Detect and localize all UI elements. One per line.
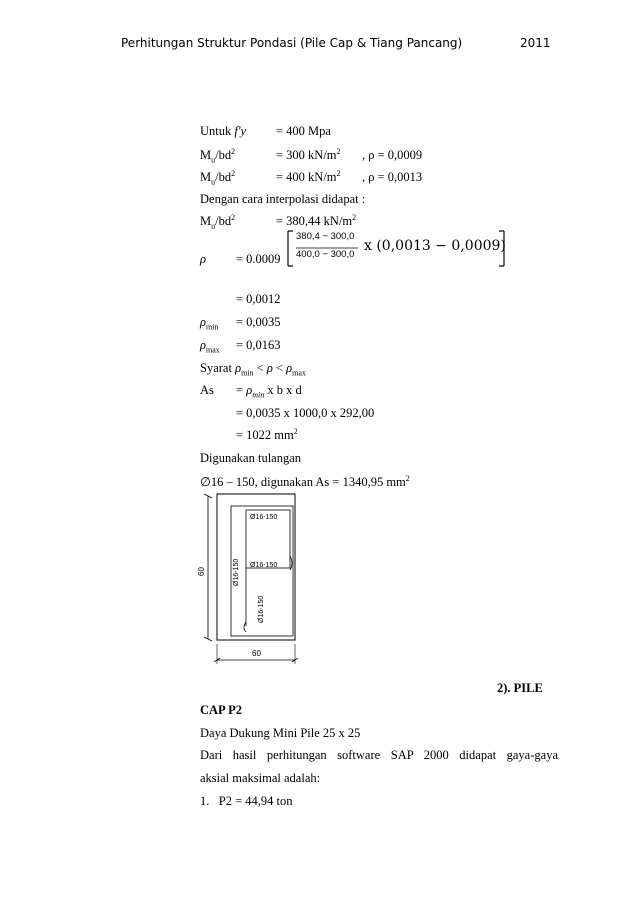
list-item-p2: 1. P2 = 44,94 ton	[200, 794, 293, 808]
mu-label-1: $M_u/bd^2$	[200, 146, 236, 165]
fy-value: = 400 Mpa	[276, 124, 331, 138]
mu3-value: = 380,44 $kN/m^2$	[276, 212, 357, 228]
rho-min-label: $\rho_{min}$	[200, 315, 219, 332]
width-dim-label: 60	[252, 649, 261, 658]
page-header-title: Perhitungan Struktur Pondasi (Pile Cap & Tiang Pancang)	[121, 36, 463, 50]
axial-text: aksial maksimal adalah:	[200, 771, 321, 785]
rho-symbol: ρ	[200, 252, 206, 266]
fraction-denominator: 400,0 − 300,0	[296, 249, 355, 260]
fy-label: Untuk f'y	[200, 124, 247, 138]
rho-eq: = 0.0009	[236, 252, 281, 266]
section-heading-tail: 2). PILE	[497, 681, 543, 695]
syarat-line: Syarat $\rho_{min} < \rho < \rho_{max}$	[200, 361, 306, 378]
rho2-value: , ρ = 0,0013	[362, 170, 423, 184]
as-label: As	[200, 383, 214, 397]
section-heading-head: CAP P2	[200, 703, 243, 717]
rho-result: = 0,0012	[236, 292, 281, 306]
rebar-label-mid: Ø16-150	[250, 562, 278, 569]
rho-min-value: = 0,0035	[236, 315, 281, 329]
fraction-numerator: 380,4 − 300,0	[296, 231, 355, 242]
rebar-label-top: Ø16-150	[250, 514, 278, 521]
mu-label-2: $M_u/bd^2$	[200, 168, 236, 187]
as-formula: = $\rho_{min}$ x b x d	[236, 383, 302, 400]
interpolation-text: Dengan cara interpolasi didapat :	[200, 192, 366, 206]
mu2-value: = 400 $kN/m^2$	[276, 168, 341, 184]
page-header-year: 2011	[520, 36, 551, 50]
mu-label-3: $M_u/bd^2$	[200, 212, 236, 231]
rebar-label-vert2: Ø16-150	[258, 595, 265, 623]
pile-capacity-text: Daya Dukung Mini Pile 25 x 25	[200, 726, 361, 740]
digunakan-text: Digunakan tulangan	[200, 451, 302, 465]
sap-text: Dari hasil perhitungan software SAP 2000 didapat gaya-gaya	[200, 748, 558, 762]
reinforcement-drawing	[190, 490, 320, 675]
rho1-value: , ρ = 0,0009	[362, 148, 423, 162]
as-result: = 1022 $mm^2$	[236, 426, 298, 442]
mu1-value: = 300 $kN/m^2$	[276, 146, 341, 162]
as-calc: = 0,0035 x 1000,0 x 292,00	[236, 406, 375, 420]
rho-max-label: $\rho_{max}$	[200, 338, 220, 355]
rebar-label-vert1: Ø16-150	[233, 558, 240, 586]
rho-max-value: = 0,0163	[236, 338, 281, 352]
fraction-multiplier: x (0,0013 − 0,0009)	[364, 238, 506, 254]
height-dim-label: 60	[197, 567, 206, 576]
tulangan-text: ∅16 – 150, digunakan As = 1340,95 $mm^2$	[200, 473, 410, 489]
